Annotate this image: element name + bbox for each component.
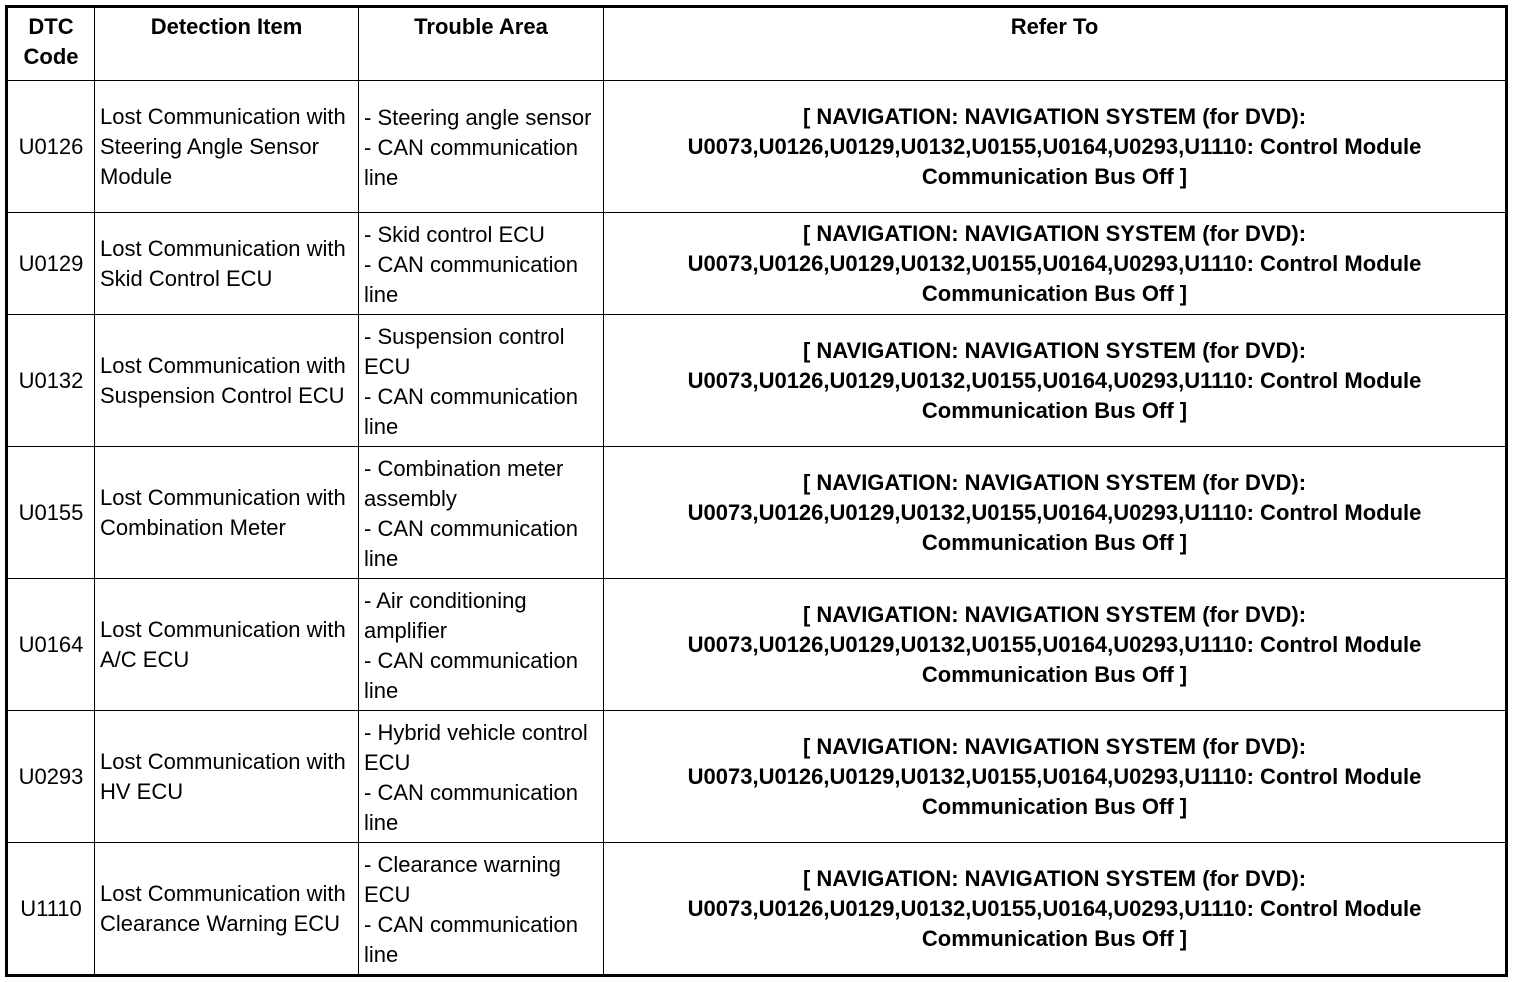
table-row xyxy=(7,447,1507,579)
refer-to-line: Communication Bus Off ] xyxy=(921,280,1188,306)
trouble-area-line: - Steering angle sensor xyxy=(364,104,592,130)
trouble-area-line: - CAN communication line xyxy=(364,134,578,190)
dtc-code-cell: U0126 xyxy=(7,81,95,213)
refer-to-cell xyxy=(604,711,1507,843)
refer-to-line: Communication Bus Off ] xyxy=(921,397,1188,423)
refer-to-cell xyxy=(604,213,1507,315)
header-detection-item: Detection Item xyxy=(95,7,359,81)
refer-to-line: [ NAVIGATION: NAVIGATION SYSTEM (for DVD): xyxy=(802,733,1307,759)
dtc-code-cell: U0129 xyxy=(7,213,95,315)
detection-item-cell: Lost Communication with Steering Angle Sensor Module xyxy=(95,81,359,213)
dtc-table xyxy=(5,5,1508,977)
header-row xyxy=(7,7,1507,81)
table-header xyxy=(7,7,1507,81)
dtc-code-cell: U0164 xyxy=(7,579,95,711)
trouble-area-line: - Skid control ECU xyxy=(364,221,545,247)
trouble-area-cell xyxy=(359,447,604,579)
refer-to-line: U0073,U0126,U0129,U0132,U0155,U0164,U0293,U1110: Control Module xyxy=(687,367,1422,393)
table-row xyxy=(7,213,1507,315)
trouble-area-cell xyxy=(359,315,604,447)
refer-to-line: U0073,U0126,U0129,U0132,U0155,U0164,U0293,U1110: Control Module xyxy=(687,133,1422,159)
refer-to-line: Communication Bus Off ] xyxy=(921,925,1188,951)
refer-to-line: [ NAVIGATION: NAVIGATION SYSTEM (for DVD): xyxy=(802,469,1307,495)
detection-item-cell: Lost Communication with HV ECU xyxy=(95,711,359,843)
refer-to-line: U0073,U0126,U0129,U0132,U0155,U0164,U0293,U1110: Control Module xyxy=(687,895,1422,921)
refer-to-cell xyxy=(604,81,1507,213)
trouble-area-line: - Hybrid vehicle control ECU xyxy=(364,719,588,775)
refer-to-line: U0073,U0126,U0129,U0132,U0155,U0164,U0293,U1110: Control Module xyxy=(687,250,1422,276)
trouble-area-line: - CAN communication line xyxy=(364,647,578,703)
refer-to-line: [ NAVIGATION: NAVIGATION SYSTEM (for DVD): xyxy=(802,865,1307,891)
trouble-area-line: - Suspension control ECU xyxy=(364,323,565,379)
trouble-area-line: - CAN communication line xyxy=(364,251,578,307)
trouble-area-cell xyxy=(359,843,604,976)
dtc-code-cell: U0132 xyxy=(7,315,95,447)
detection-item-cell: Lost Communication with A/C ECU xyxy=(95,579,359,711)
detection-item-cell: Lost Communication with Combination Meter xyxy=(95,447,359,579)
header-trouble-area: Trouble Area xyxy=(359,7,604,81)
trouble-area-line: - CAN communication line xyxy=(364,779,578,835)
refer-to-line: Communication Bus Off ] xyxy=(921,793,1188,819)
detection-item-cell: Lost Communication with Skid Control ECU xyxy=(95,213,359,315)
trouble-area-cell xyxy=(359,81,604,213)
refer-to-line: U0073,U0126,U0129,U0132,U0155,U0164,U0293,U1110: Control Module xyxy=(687,499,1422,525)
refer-to-line: Communication Bus Off ] xyxy=(921,529,1188,555)
trouble-area-cell xyxy=(359,579,604,711)
refer-to-line: [ NAVIGATION: NAVIGATION SYSTEM (for DVD): xyxy=(802,337,1307,363)
header-refer-to: Refer To xyxy=(604,7,1507,81)
refer-to-line: [ NAVIGATION: NAVIGATION SYSTEM (for DVD): xyxy=(802,601,1307,627)
trouble-area-line: - Combination meter assembly xyxy=(364,455,564,511)
detection-item-cell: Lost Communication with Clearance Warning ECU xyxy=(95,843,359,976)
trouble-area-cell xyxy=(359,213,604,315)
table-row xyxy=(7,315,1507,447)
dtc-code-cell: U0155 xyxy=(7,447,95,579)
trouble-area-line: - CAN communication line xyxy=(364,383,578,439)
refer-to-cell xyxy=(604,315,1507,447)
refer-to-line: Communication Bus Off ] xyxy=(921,661,1188,687)
header-dtc-code: DTC Code xyxy=(7,7,95,81)
table-row xyxy=(7,81,1507,213)
dtc-code-cell: U0293 xyxy=(7,711,95,843)
trouble-area-cell xyxy=(359,711,604,843)
refer-to-line: [ NAVIGATION: NAVIGATION SYSTEM (for DVD): xyxy=(802,220,1307,246)
table-body xyxy=(7,81,1507,976)
refer-to-line: U0073,U0126,U0129,U0132,U0155,U0164,U0293,U1110: Control Module xyxy=(687,631,1422,657)
table-row xyxy=(7,579,1507,711)
refer-to-cell xyxy=(604,843,1507,976)
table-row xyxy=(7,711,1507,843)
refer-to-line: U0073,U0126,U0129,U0132,U0155,U0164,U0293,U1110: Control Module xyxy=(687,763,1422,789)
table-row xyxy=(7,843,1507,976)
dtc-code-cell: U1110 xyxy=(7,843,95,976)
refer-to-line: [ NAVIGATION: NAVIGATION SYSTEM (for DVD): xyxy=(802,103,1307,129)
refer-to-line: Communication Bus Off ] xyxy=(921,163,1188,189)
refer-to-cell xyxy=(604,579,1507,711)
trouble-area-line: - CAN communication line xyxy=(364,911,578,967)
trouble-area-line: - Air conditioning amplifier xyxy=(364,587,527,643)
refer-to-cell xyxy=(604,447,1507,579)
detection-item-cell: Lost Communication with Suspension Control ECU xyxy=(95,315,359,447)
trouble-area-line: - CAN communication line xyxy=(364,515,578,571)
trouble-area-line: - Clearance warning ECU xyxy=(364,851,561,907)
